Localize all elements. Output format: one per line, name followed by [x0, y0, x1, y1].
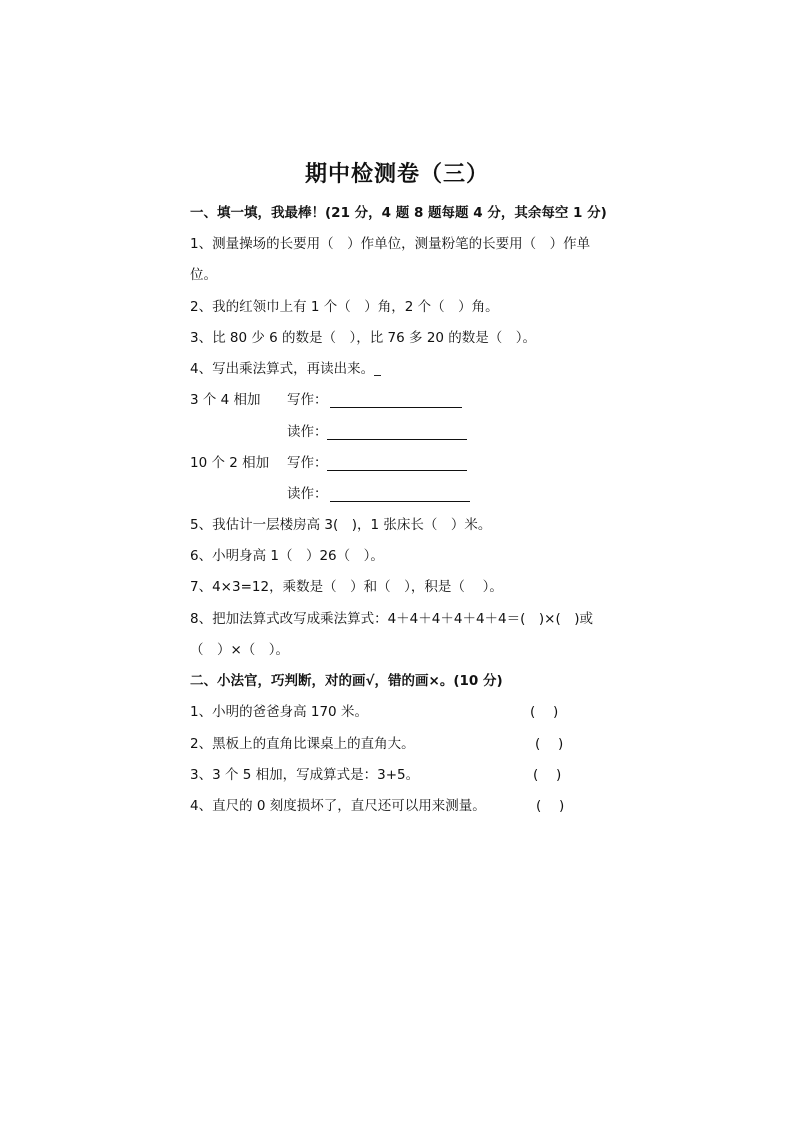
question-1-line1: 1、测量操场的长要用（ ）作单位，测量粉笔的长要用（ ）作单: [190, 236, 591, 252]
q4b-label: 10 个 2 相加: [190, 455, 270, 471]
question-5: 5、我估计一层楼房高 3( )，1 张床长（ ）米。: [190, 517, 492, 533]
q4b-read-label: 读作：: [287, 486, 328, 502]
page-title: 期中检测卷（三）: [304, 162, 489, 187]
judge-item-3-text: 3、3 个 5 相加，写成算式是：3+5。: [190, 767, 420, 783]
judge-item-2-text: 2、黑板上的直角比课桌上的直角大。: [190, 736, 415, 752]
q4a-label: 3 个 4 相加: [190, 392, 261, 408]
judge-item-2-answer: ( ): [535, 736, 564, 752]
judge-item-1-text: 1、小明的爸爸身高 170 米。: [190, 704, 368, 720]
question-1-line2: 位。: [190, 267, 217, 283]
question-3: 3、比 80 少 6 的数是（ ），比 76 多 20 的数是（ ）。: [190, 330, 537, 346]
question-6: 6、小明身高 1（ ）26（ ）。: [190, 548, 384, 564]
question-2: 2、我的红领巾上有 1 个（ ）角，2 个（ ）角。: [190, 299, 499, 315]
q4a-write-blank: [330, 407, 462, 408]
question-8-line1: 8、把加法算式改写成乘法算式：4＋4＋4＋4＋4＋4＝( )×( )或: [190, 611, 594, 627]
question-7: 7、4×3=12，乘数是（ ）和（ ），积是（ ）。: [190, 579, 503, 595]
q4b-read-blank: [330, 501, 470, 502]
q4a-write-label: 写作：: [287, 392, 328, 408]
q4a-read-blank: [327, 439, 467, 440]
question-8-line2: （ ）×（ ）。: [190, 642, 290, 658]
q4a-read-label: 读作：: [287, 424, 328, 440]
question-4: 4、写出乘法算式，再读出来。_: [190, 361, 381, 377]
judge-item-4-text: 4、直尺的 0 刻度损坏了，直尺还可以用来测量。: [190, 798, 486, 814]
section2-heading: 二、小法官，巧判断，对的画√，错的画×。(10 分): [190, 673, 503, 689]
judge-item-3-answer: ( ): [533, 767, 562, 783]
section1-heading: 一、填一填，我最棒！(21 分，4 题 8 题每题 4 分，其余每空 1 分): [190, 205, 607, 221]
judge-item-1-answer: ( ): [530, 704, 559, 720]
q4b-write-label: 写作：: [287, 455, 328, 471]
judge-item-4-answer: ( ): [536, 798, 565, 814]
q4b-write-blank: [327, 470, 467, 471]
